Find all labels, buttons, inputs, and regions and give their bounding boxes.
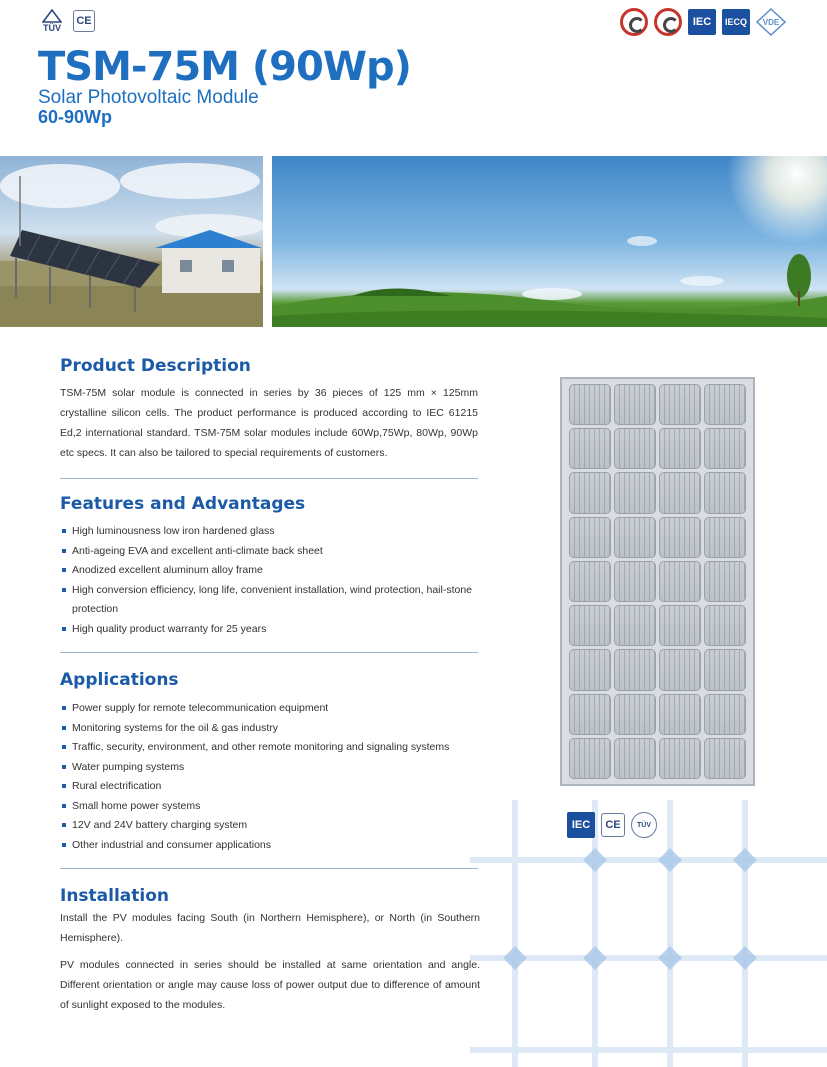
- list-item: Water pumping systems: [60, 758, 490, 778]
- heading-features: Features and Advantages: [60, 494, 306, 514]
- solar-cell: [569, 561, 611, 602]
- solar-cell: [659, 649, 701, 690]
- list-item: High conversion efficiency, long life, convenient installation, wind protection, hail-stone protection: [60, 581, 480, 620]
- page-title: TSM-75M (90Wp): [38, 44, 411, 90]
- vde-cert-icon: VDE: [756, 8, 786, 36]
- solar-cell: [614, 428, 656, 469]
- panel-certs: [567, 812, 657, 838]
- solar-cell: [704, 428, 746, 469]
- section-divider: [60, 868, 478, 869]
- solar-cell: [569, 472, 611, 513]
- solar-cell: [614, 649, 656, 690]
- solar-cell: [704, 694, 746, 735]
- solar-cell: [659, 694, 701, 735]
- solar-cell: [569, 738, 611, 779]
- tuv-cert-icon: TÜV: [37, 6, 67, 36]
- heading-applications: Applications: [60, 670, 179, 690]
- list-item: Small home power systems: [60, 797, 490, 817]
- ce-cert-icon: CE: [73, 10, 95, 32]
- features-list: [60, 522, 480, 639]
- solar-cell: [704, 517, 746, 558]
- section-divider: [60, 652, 478, 653]
- list-item: Monitoring systems for the oil & gas industry: [60, 719, 490, 739]
- list-item: Traffic, security, environment, and other remote monitoring and signaling systems: [60, 738, 490, 758]
- solar-cell: [704, 384, 746, 425]
- list-item: Power supply for remote telecommunication equipment: [60, 699, 490, 719]
- solar-cell: [659, 384, 701, 425]
- solar-cell: [614, 694, 656, 735]
- photo-solar-array: [0, 156, 263, 327]
- tuv-cert-icon: TÜV: [631, 812, 657, 838]
- ce-cert-icon: CE: [601, 813, 625, 837]
- solar-cell: [659, 738, 701, 779]
- installation-text-2: PV modules connected in series should be installed at same orientation and angle. Different orientation or angle may cause loss of power output due to difference of amount of sunlight exposed to the modules.: [60, 959, 480, 1011]
- solar-cell: [614, 738, 656, 779]
- background-grid-decoration: [470, 800, 827, 1067]
- solar-array-illustration: [0, 156, 263, 327]
- section-divider: [60, 478, 478, 479]
- solar-cell: [704, 649, 746, 690]
- solar-cell: [704, 472, 746, 513]
- solar-cell: [614, 605, 656, 646]
- solar-panel-illustration: [560, 377, 755, 786]
- solar-cell: [659, 428, 701, 469]
- solar-cell: [569, 694, 611, 735]
- solar-cell: [569, 517, 611, 558]
- list-item: Other industrial and consumer applications: [60, 836, 490, 856]
- list-item: Anti-ageing EVA and excellent anti-climate back sheet: [60, 542, 480, 562]
- solar-cell: [659, 472, 701, 513]
- solar-cell: [569, 649, 611, 690]
- solar-cell: [614, 384, 656, 425]
- solar-cell: [659, 561, 701, 602]
- iec-cert-icon: IEC: [567, 812, 595, 838]
- solar-cell: [569, 605, 611, 646]
- solar-cell: [569, 428, 611, 469]
- solar-cell: [704, 561, 746, 602]
- sgs-cert-icon: [620, 8, 648, 36]
- iecq-cert-icon: IECQ: [722, 9, 750, 35]
- heading-installation: Installation: [60, 886, 170, 906]
- heading-product-description: Product Description: [60, 356, 251, 376]
- page-subtitle: Solar Photovoltaic Module: [38, 87, 259, 108]
- power-range: 60-90Wp: [38, 107, 113, 127]
- list-item: High quality product warranty for 25 years: [60, 620, 480, 640]
- installation-text-1: Install the PV modules facing South (in Northern Hemisphere), or North (in Southern Hemisphere).: [60, 912, 480, 944]
- photo-sky-landscape: [272, 156, 827, 327]
- list-item: High luminousness low iron hardened glass: [60, 522, 480, 542]
- product-description-text: TSM-75M solar module is connected in series by 36 pieces of 125 mm × 125mm crystalline silicon cells. The product performance is produced according to IEC 61215 Ed,2 international standard. TSM-75M solar modules include 60Wp,75Wp, 80Wp, 90Wp etc specs. It can also be tailored to special requirements of customers.: [60, 387, 478, 459]
- solar-cell: [704, 738, 746, 779]
- iec-cert-icon: IEC: [688, 9, 716, 35]
- solar-cell: [659, 517, 701, 558]
- solar-cell: [704, 605, 746, 646]
- sgs-cert-icon: [654, 8, 682, 36]
- list-item: Rural electrification: [60, 777, 490, 797]
- list-item: 12V and 24V battery charging system: [60, 816, 490, 836]
- solar-cell: [614, 472, 656, 513]
- solar-cell: [614, 517, 656, 558]
- solar-cell: [569, 384, 611, 425]
- solar-cell: [614, 561, 656, 602]
- solar-cell: [659, 605, 701, 646]
- header-certs-left: [37, 6, 95, 36]
- list-item: Anodized excellent aluminum alloy frame: [60, 561, 480, 581]
- applications-list: [60, 699, 490, 855]
- header-certs-right: [620, 8, 786, 36]
- landscape-illustration: [272, 156, 827, 327]
